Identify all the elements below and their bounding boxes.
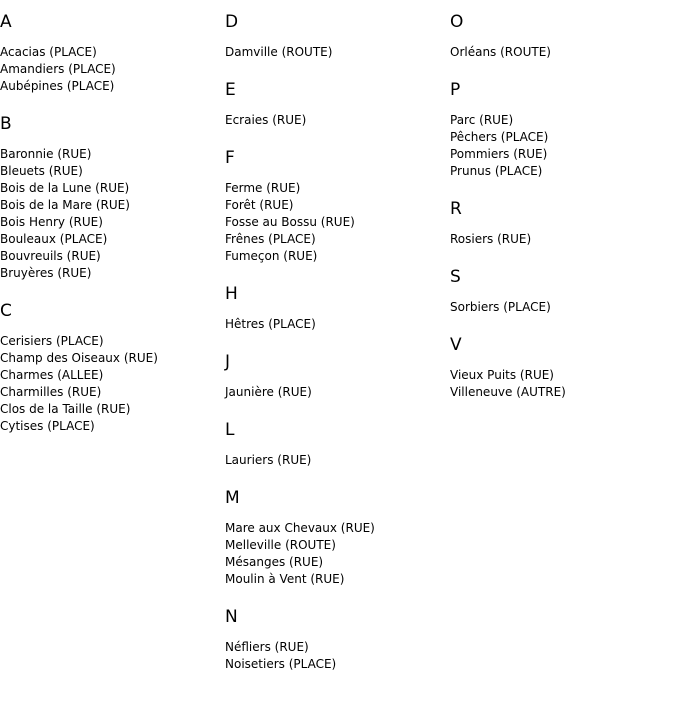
letter-group-p bbox=[450, 80, 670, 180]
index-column-1 bbox=[0, 12, 220, 454]
letter-group-j bbox=[225, 352, 445, 401]
letter-heading: E bbox=[225, 80, 236, 100]
street-list bbox=[0, 333, 220, 435]
street-list bbox=[225, 452, 445, 469]
letter-heading: M bbox=[225, 488, 240, 508]
street-entry: Bouleaux (PLACE) bbox=[0, 232, 108, 246]
street-list bbox=[0, 146, 220, 282]
street-entry: Ecraies (RUE) bbox=[225, 113, 307, 127]
street-entry: Aubépines (PLACE) bbox=[0, 79, 115, 93]
letter-heading: A bbox=[0, 12, 12, 32]
street-list bbox=[450, 367, 670, 401]
street-entry: Hêtres (PLACE) bbox=[225, 317, 316, 331]
street-entry: Cytises (PLACE) bbox=[0, 419, 95, 433]
street-entry: Damville (ROUTE) bbox=[225, 45, 333, 59]
street-entry: Bois Henry (RUE) bbox=[0, 215, 103, 229]
letter-group-b bbox=[0, 114, 220, 282]
letter-group-e bbox=[225, 80, 445, 129]
street-list bbox=[225, 44, 445, 61]
letter-heading: B bbox=[0, 114, 12, 134]
street-entry: Amandiers (PLACE) bbox=[0, 62, 116, 76]
street-entry: Fosse au Bossu (RUE) bbox=[225, 215, 355, 229]
index-column-2 bbox=[225, 12, 445, 692]
letter-heading: F bbox=[225, 148, 235, 168]
letter-group-l bbox=[225, 420, 445, 469]
street-list bbox=[450, 44, 670, 61]
letter-heading: C bbox=[0, 301, 12, 321]
street-entry: Rosiers (RUE) bbox=[450, 232, 532, 246]
letter-heading: R bbox=[450, 199, 462, 219]
letter-heading: D bbox=[225, 12, 239, 32]
street-entry: Mésanges (RUE) bbox=[225, 555, 324, 569]
letter-heading: J bbox=[225, 352, 231, 372]
street-entry: Bouvreuils (RUE) bbox=[0, 249, 101, 263]
street-entry: Cerisiers (PLACE) bbox=[0, 334, 104, 348]
street-entry: Pommiers (RUE) bbox=[450, 147, 548, 161]
street-entry: Vieux Puits (RUE) bbox=[450, 368, 554, 382]
letter-heading: O bbox=[450, 12, 464, 32]
street-entry: Jaunière (RUE) bbox=[225, 385, 312, 399]
street-list bbox=[225, 384, 445, 401]
street-entry: Lauriers (RUE) bbox=[225, 453, 312, 467]
street-entry: Bois de la Mare (RUE) bbox=[0, 198, 130, 212]
letter-group-o bbox=[450, 12, 670, 61]
street-list bbox=[225, 316, 445, 333]
street-entry: Baronnie (RUE) bbox=[0, 147, 92, 161]
street-entry: Sorbiers (PLACE) bbox=[450, 300, 551, 314]
letter-group-n bbox=[225, 607, 445, 673]
street-entry: Noisetiers (PLACE) bbox=[225, 657, 337, 671]
letter-group-h bbox=[225, 284, 445, 333]
street-entry: Bois de la Lune (RUE) bbox=[0, 181, 130, 195]
street-entry: Ferme (RUE) bbox=[225, 181, 301, 195]
index-column-3 bbox=[450, 12, 670, 420]
street-entry: Prunus (PLACE) bbox=[450, 164, 543, 178]
street-entry: Champ des Oiseaux (RUE) bbox=[0, 351, 158, 365]
street-entry: Moulin à Vent (RUE) bbox=[225, 572, 345, 586]
street-entry: Parc (RUE) bbox=[450, 113, 514, 127]
street-entry: Frênes (PLACE) bbox=[225, 232, 316, 246]
street-list bbox=[450, 112, 670, 180]
street-list bbox=[225, 180, 445, 265]
street-entry: Bruyères (RUE) bbox=[0, 266, 92, 280]
street-entry: Pêchers (PLACE) bbox=[450, 130, 549, 144]
letter-heading: S bbox=[450, 267, 461, 287]
letter-group-a bbox=[0, 12, 220, 95]
street-entry: Forêt (RUE) bbox=[225, 198, 294, 212]
street-list bbox=[450, 231, 670, 248]
letter-group-c bbox=[0, 301, 220, 435]
street-list bbox=[225, 520, 445, 588]
street-entry: Fumeçon (RUE) bbox=[225, 249, 318, 263]
street-list bbox=[450, 299, 670, 316]
street-entry: Villeneuve (AUTRE) bbox=[450, 385, 566, 399]
letter-heading: V bbox=[450, 335, 462, 355]
street-entry: Melleville (ROUTE) bbox=[225, 538, 336, 552]
street-list bbox=[0, 44, 220, 95]
letter-group-m bbox=[225, 488, 445, 588]
street-entry: Acacias (PLACE) bbox=[0, 45, 97, 59]
letter-group-s bbox=[450, 267, 670, 316]
letter-group-r bbox=[450, 199, 670, 248]
letter-heading: H bbox=[225, 284, 238, 304]
street-entry: Mare aux Chevaux (RUE) bbox=[225, 521, 375, 535]
letter-heading: L bbox=[225, 420, 235, 440]
street-entry: Bleuets (RUE) bbox=[0, 164, 83, 178]
street-entry: Clos de la Taille (RUE) bbox=[0, 402, 131, 416]
letter-group-d bbox=[225, 12, 445, 61]
letter-group-v bbox=[450, 335, 670, 401]
street-list bbox=[225, 639, 445, 673]
street-list bbox=[225, 112, 445, 129]
street-entry: Néfliers (RUE) bbox=[225, 640, 309, 654]
street-entry: Charmes (ALLEE) bbox=[0, 368, 104, 382]
letter-heading: N bbox=[225, 607, 238, 627]
letter-heading: P bbox=[450, 80, 461, 100]
street-entry: Orléans (ROUTE) bbox=[450, 45, 551, 59]
letter-group-f bbox=[225, 148, 445, 265]
street-entry: Charmilles (RUE) bbox=[0, 385, 102, 399]
